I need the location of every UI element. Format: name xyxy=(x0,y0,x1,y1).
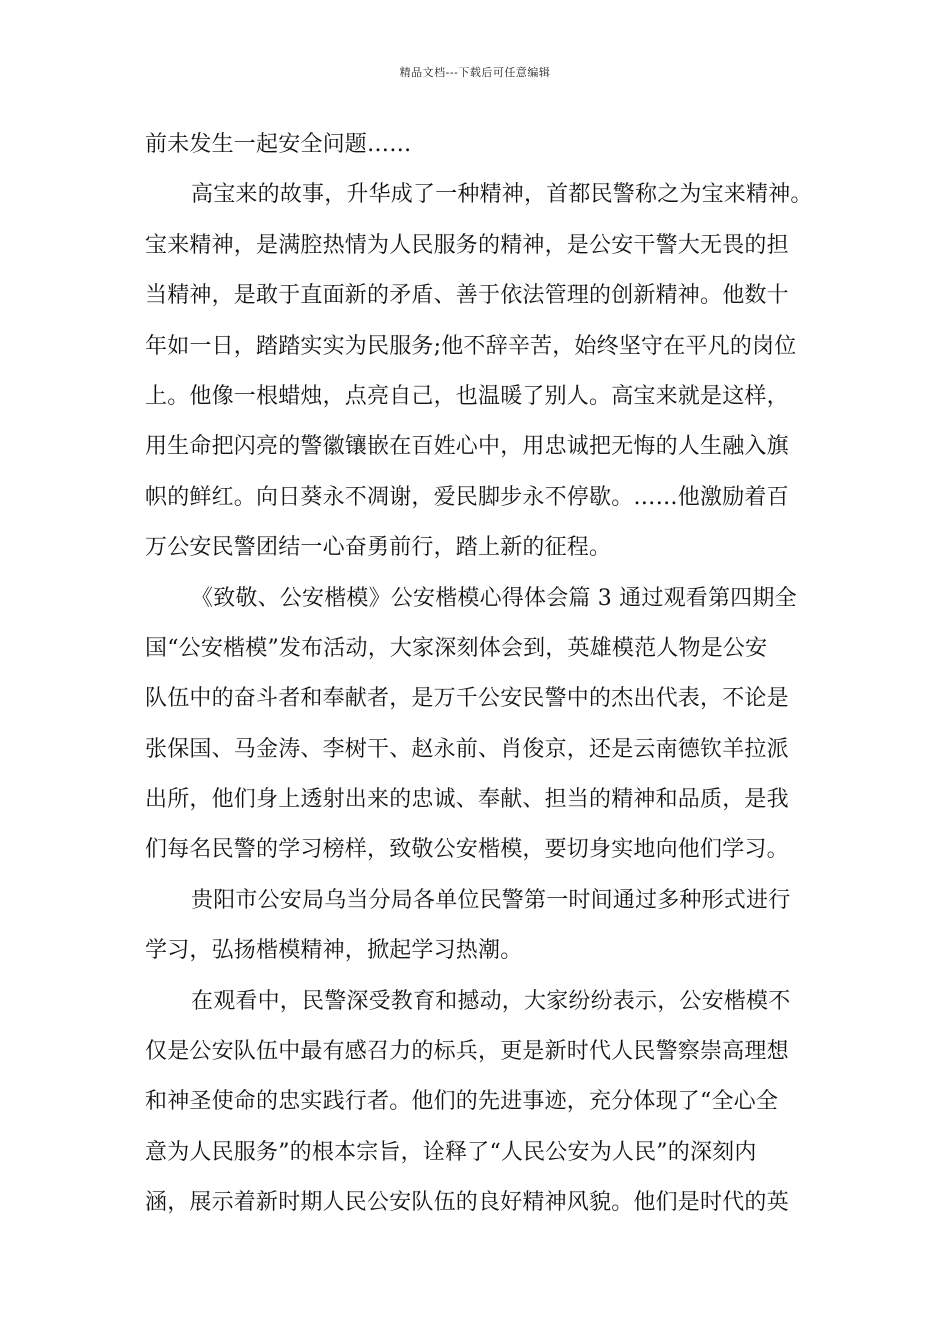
text-line: 帜的鲜红。向日葵永不凋谢，爱民脚步永不停歇。……他激励着百 xyxy=(145,484,789,510)
text-line: 出所，他们身上透射出来的忠诚、奉献、担当的精神和品质，是我 xyxy=(145,787,789,813)
text-line: 们每名民警的学习榜样，致敬公安楷模，要切身实地向他们学习。 xyxy=(145,837,789,863)
text-line: 年如一日，踏踏实实为民服务;他不辞辛苦，始终坚守在平凡的岗位 xyxy=(145,333,797,359)
text-line: 张保国、马金涛、李树干、赵永前、肖俊京，还是云南德钦羊拉派 xyxy=(145,736,789,762)
text-line: 贵阳市公安局乌当分局各单位民警第一时间通过多种形式进行 xyxy=(191,887,791,913)
text-line: 宝来精神，是满腔热情为人民服务的精神，是公安干警大无畏的担 xyxy=(145,232,789,258)
text-line: 队伍中的奋斗者和奉献者，是万千公安民警中的杰出代表，不论是 xyxy=(145,686,789,712)
text-line: 国“公安楷模”发布活动，大家深刻体会到，英雄模范人物是公安 xyxy=(145,635,768,661)
text-line: 《致敬、公安楷模》公安楷模心得体会篇 3 通过观看第四期全 xyxy=(191,585,797,611)
text-line: 前未发生一起安全问题…… xyxy=(145,132,412,157)
text-line: 涵，展示着新时期人民公安队伍的良好精神风貌。他们是时代的英 xyxy=(145,1190,789,1216)
text-line: 意为人民服务”的根本宗旨，诠释了“人民公安为人民”的深刻内 xyxy=(145,1139,757,1165)
body-text xyxy=(145,120,825,1229)
text-line: 万公安民警团结一心奋勇前行，踏上新的征程。 xyxy=(145,535,612,561)
text-line: 学习，弘扬楷模精神，掀起学习热潮。 xyxy=(145,938,523,964)
text-line: 上。他像一根蜡烛，点亮自己，也温暖了别人。高宝来就是这样， xyxy=(145,383,789,409)
text-line: 当精神，是敢于直面新的矛盾、善于依法管理的创新精神。他数十 xyxy=(145,283,789,309)
text-line: 仅是公安队伍中最有感召力的标兵，更是新时代人民警察崇高理想 xyxy=(145,1039,789,1065)
text-line: 用生命把闪亮的警徽镶嵌在百姓心中，用忠诚把无悔的人生融入旗 xyxy=(145,434,789,460)
page-header: 精品文档---下载后可任意编辑 xyxy=(399,66,551,79)
text-line: 和神圣使命的忠实践行者。他们的先进事迹，充分体现了“全心全 xyxy=(145,1089,779,1115)
text-line: 在观看中，民警深受教育和撼动，大家纷纷表示，公安楷模不 xyxy=(191,988,791,1014)
text-line: 高宝来的故事，升华成了一种精神，首都民警称之为宝来精神。 xyxy=(191,182,813,208)
